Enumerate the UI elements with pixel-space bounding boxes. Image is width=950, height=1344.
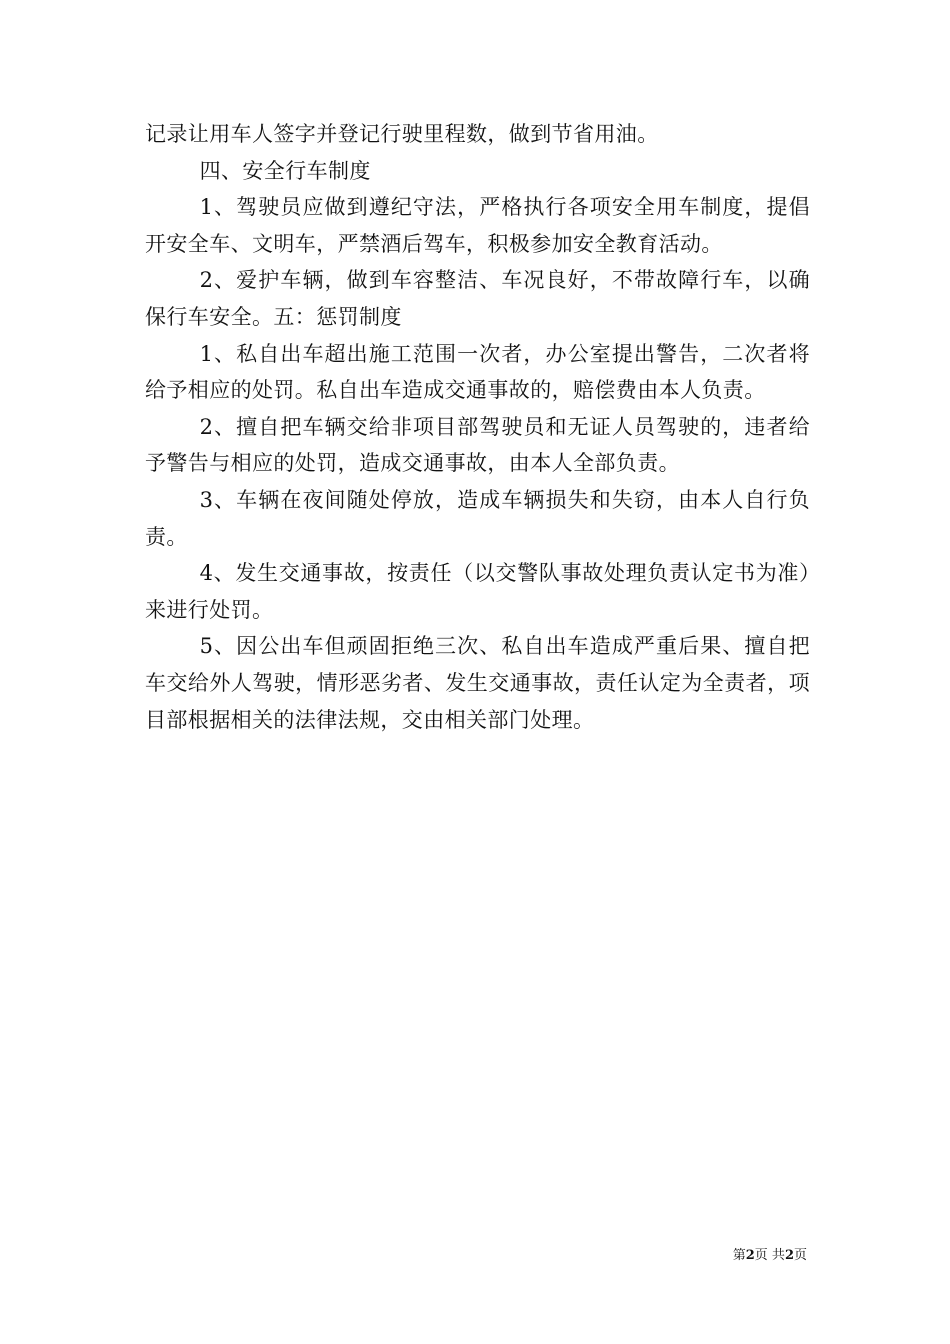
paragraph-rule-2: 2、爱护车辆，做到车容整洁、车况良好，不带故障行车，以确保行车安全。五：惩罚制度 [145,268,810,329]
footer-total-pages: 2 [784,1248,794,1263]
paragraph-penalty-4: 4、发生交通事故，按责任（以交警队事故处理负责认定书为准）来进行处罚。 [145,561,810,622]
paragraph-penalty-2: 2、擅自把车辆交给非项目部驾驶员和无证人员驾驶的，违者给予警告与相应的处罚，造成交通事故，由本人全部负责。 [145,414,810,476]
footer-middle: 页 共 [754,1248,785,1263]
footer-prefix: 第 [732,1248,746,1263]
footer-suffix: 页 [793,1248,807,1263]
footer-current-page: 2 [745,1248,755,1263]
paragraph-penalty-3: 3、车辆在夜间随处停放，造成车辆损失和失窃，由本人自行负责。 [145,487,810,549]
paragraph-penalty-1: 1、私自出车超出施工范围一次者，办公室提出警告，二次者将给予相应的处罚。私自出车造成交通事故的，赔偿费由本人负责。 [145,341,810,403]
section-heading-safe-driving: 四、安全行车制度 [199,158,371,183]
paragraph-penalty-5: 5、因公出车但顽固拒绝三次、私自出车造成严重后果、擅自把车交给外人驾驶，情形恶劣者、发生交通事故，责任认定为全责者，项目部根据相关的法律法规，交由相关部门处理。 [145,634,810,732]
paragraph-continuation: 记录让用车人签字并登记行驶里程数，做到节省用油。 [145,122,659,146]
page-number-footer [733,1247,807,1265]
paragraph-rule-1: 1、驾驶员应做到遵纪守法，严格执行各项安全用车制度，提倡开安全车、文明车，严禁酒后驾车，积极参加安全教育活动。 [145,195,810,256]
document-body [145,116,810,738]
